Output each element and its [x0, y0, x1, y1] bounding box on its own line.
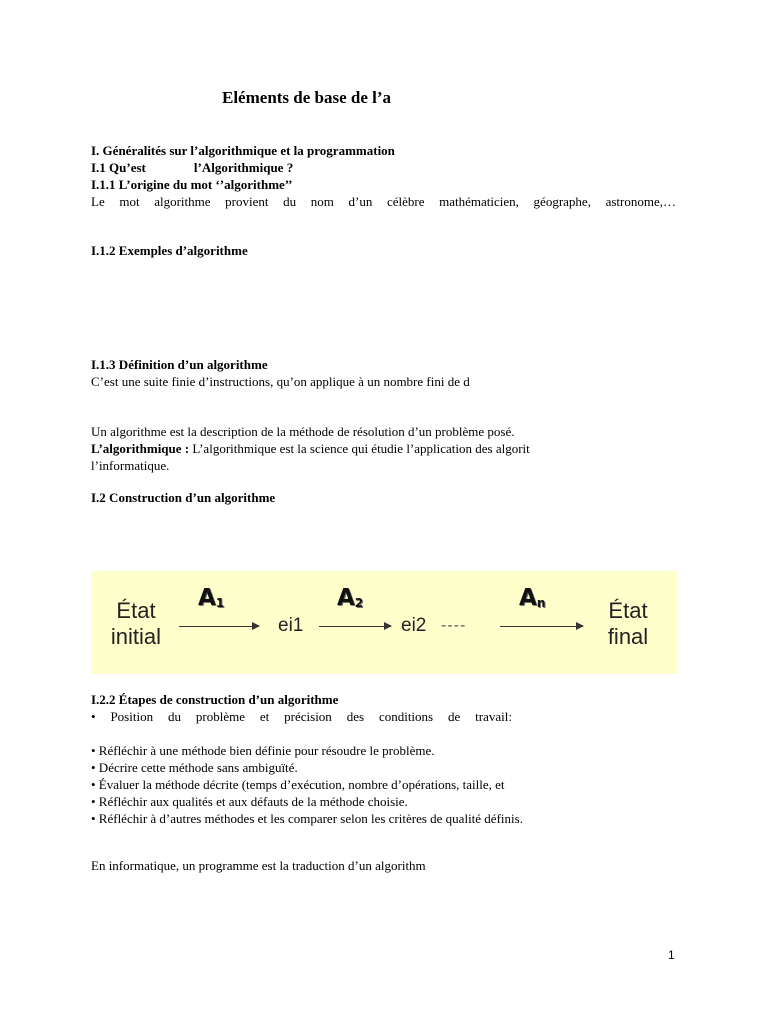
bullet-position-probleme: • Position du problème et précision des conditions de travail: [91, 709, 512, 724]
action-a1-letter: A [198, 585, 216, 611]
description-paragraph: Un algorithme est la description de la méthode de résolution d’un problème posé. [91, 424, 515, 439]
definition-paragraph: C’est une suite finie d’instructions, qu’on applique à un nombre fini de d [91, 374, 470, 389]
arrow-a2 [319, 626, 391, 627]
action-an-subscript: n [536, 596, 546, 610]
section-1-1-3-heading: I.1.3 Définition d’un algorithme [91, 357, 268, 372]
section-1-1-2-heading: I.1.2 Exemples d’algorithme [91, 243, 248, 258]
initial-state-line1: État [116, 598, 156, 623]
page-title: Eléments de base de l’a [222, 88, 392, 107]
bullet-item: • Décrire cette méthode sans ambiguïté. [91, 760, 298, 775]
algorithmique-paragraph-cont: l’informatique. [91, 458, 170, 473]
action-a2-letter: A [337, 585, 355, 611]
algorithmique-label: L’algorithmique : [91, 441, 190, 456]
section-1-heading: I. Généralités sur l’algorithmique et la programmation [91, 143, 395, 158]
bullet-item: • Réfléchir aux qualités et aux défauts de la méthode choisie. [91, 794, 408, 809]
initial-state-label [105, 598, 167, 650]
arrow-a1 [179, 626, 259, 627]
origin-paragraph: Le mot algorithme provient du nom d’un célèbre mathématicien, géographe, astronome,… [91, 194, 676, 209]
page-number: 1 [668, 948, 675, 962]
bullet-item: • Réfléchir à une méthode bien définie pour résoudre le problème. [91, 743, 435, 758]
arrow-an [500, 626, 583, 627]
section-1-1-heading-part2: l’Algorithmique ? [193, 160, 294, 175]
action-a2-subscript: 2 [354, 596, 364, 610]
section-1-1-1-heading: I.1.1 L’origine du mot ‘’algorithme’’ [91, 177, 293, 192]
initial-state-line2: initial [110, 624, 162, 649]
algorithmique-paragraph [91, 441, 530, 457]
action-a1-subscript: 1 [215, 596, 225, 610]
ei2-label: ei2 [401, 615, 427, 636]
state-transition-diagram [91, 571, 677, 674]
conclusion-paragraph: En informatique, un programme est la traduction d’un algorithm [91, 858, 426, 873]
bullet-item: • Évaluer la méthode décrite (temps d’exécution, nombre d’opérations, taille, et [91, 777, 505, 792]
section-1-1-heading-part1: I.1 Qu’est [91, 160, 146, 175]
section-1-2-heading: I.2 Construction d’un algorithme [91, 490, 276, 505]
final-state-line2: final [607, 624, 649, 649]
bullet-item: • Réfléchir à d’autres méthodes et les comparer selon les critères de qualité définis. [91, 811, 523, 826]
final-state-line1: État [608, 598, 648, 623]
action-a2-label [337, 585, 363, 611]
ei1-label: ei1 [278, 615, 304, 636]
continuation-dashes: ---- [441, 617, 467, 634]
action-a1-label [198, 585, 224, 611]
algorithmique-text: L’algorithmique est la science qui étudie l’application des algorit [189, 441, 530, 456]
section-1-2-2-heading: I.2.2 Étapes de construction d’un algorithme [91, 692, 339, 707]
section-1-1-heading [91, 160, 293, 176]
action-an-label [519, 585, 545, 611]
action-an-letter: A [519, 585, 537, 611]
final-state-label [597, 598, 659, 650]
